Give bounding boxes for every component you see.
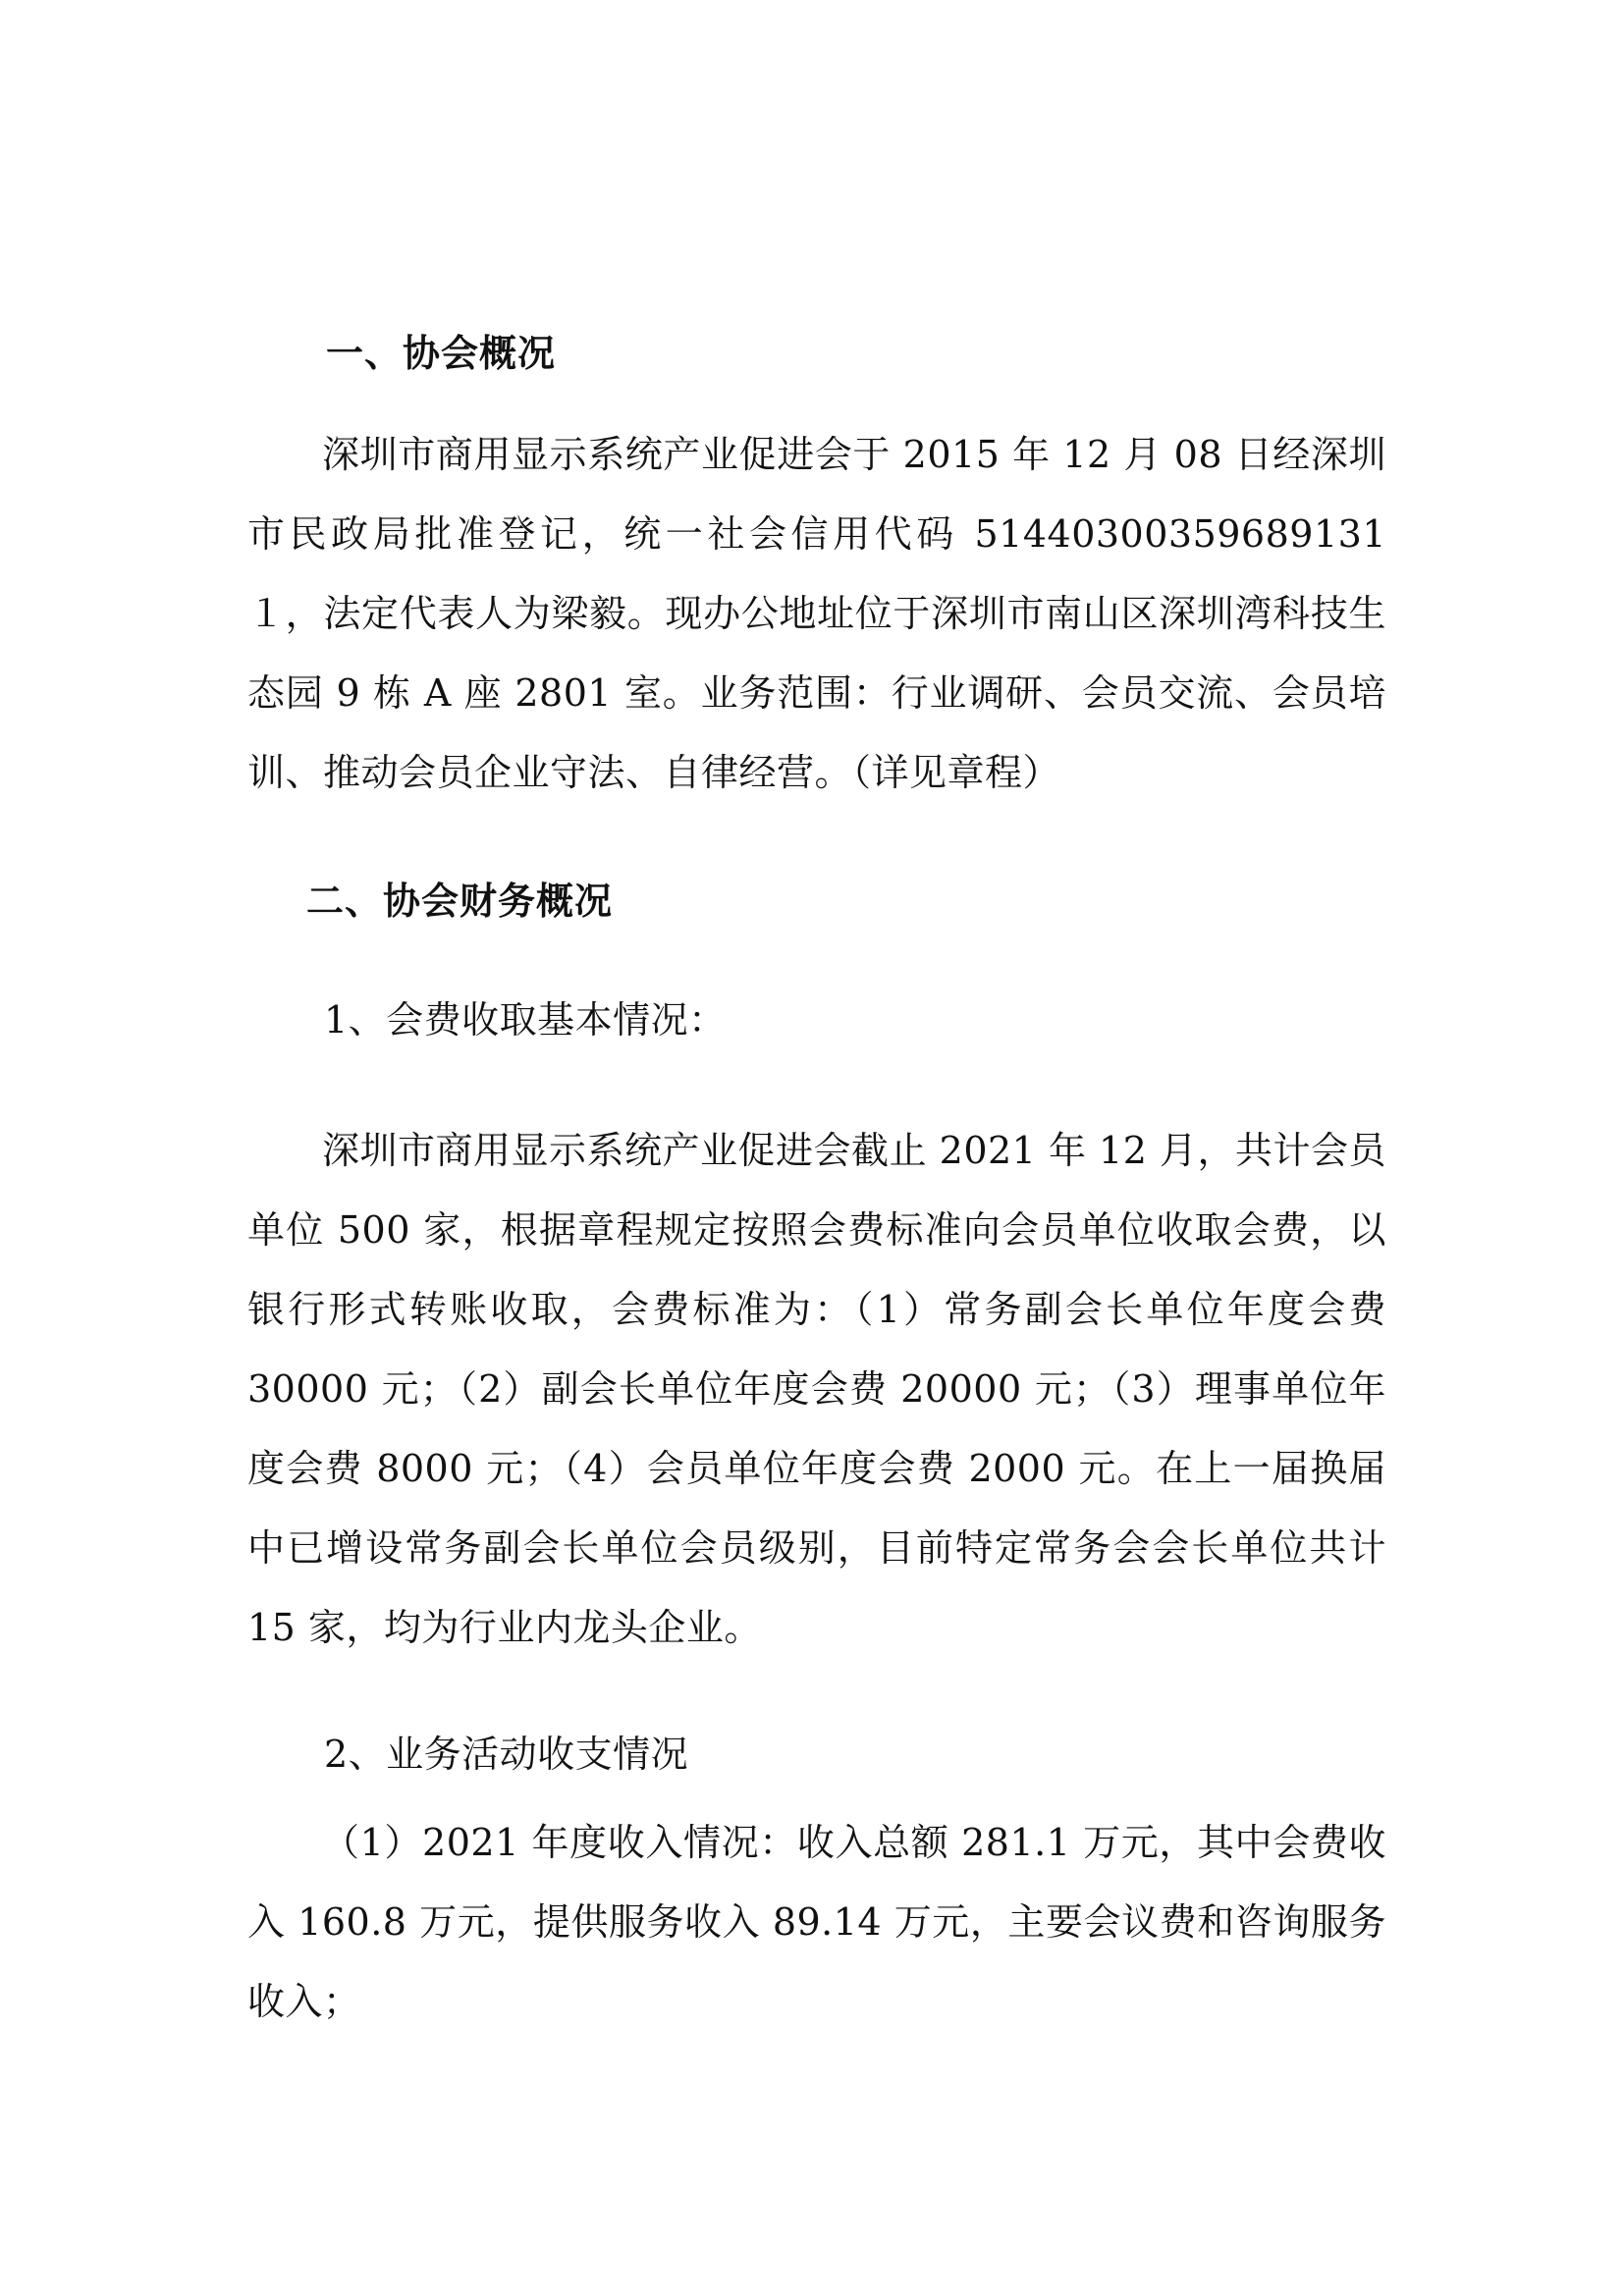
income-paragraph: （1）2021 年度收入情况：收入总额 281.1 万元，其中会费收入 160.8 万元，提供服务收入 89.14 万元，主要会议费和咨询服务收入；: [247, 1821, 1386, 2023]
section-heading-overview: 一、协会概况: [326, 331, 557, 375]
subheading-business-activity: 2、业务活动收支情况: [324, 1733, 689, 1776]
overview-paragraph: 深圳市商用显示系统产业促进会于 2015 年 12 月 08 日经深圳市民政局批准登记，统一社会信用代码 51440300359689131１，法定代表人为梁毅。现办公地址位于深圳市南山区深圳湾科技生态园 9 栋 A 座 2801 室。业务范围：行业调研、会员交流、会员培训、推动会员企业守法、自律经营。（详见章程）: [247, 433, 1386, 794]
section-heading-finance: 二、协会财务概况: [306, 879, 614, 923]
membership-fees-paragraph: 深圳市商用显示系统产业促进会截止 2021 年 12 月，共计会员单位 500 家，根据章程规定按照会费标准向会员单位收取会费，以银行形式转账收取，会费标准为：（1）常务副会长单位年度会费 30000 元；（2）副会长单位年度会费 20000 元；（3）理事单位年度会费 8000 元；（4）会员单位年度会费 2000 元。在上一届换届中已增设常务副会长单位会员级别，目前特定常务会会长单位共计 15 家，均为行业内龙头企业。: [247, 1129, 1386, 1649]
subheading-membership-fees: 1、会费收取基本情况：: [324, 998, 727, 1041]
